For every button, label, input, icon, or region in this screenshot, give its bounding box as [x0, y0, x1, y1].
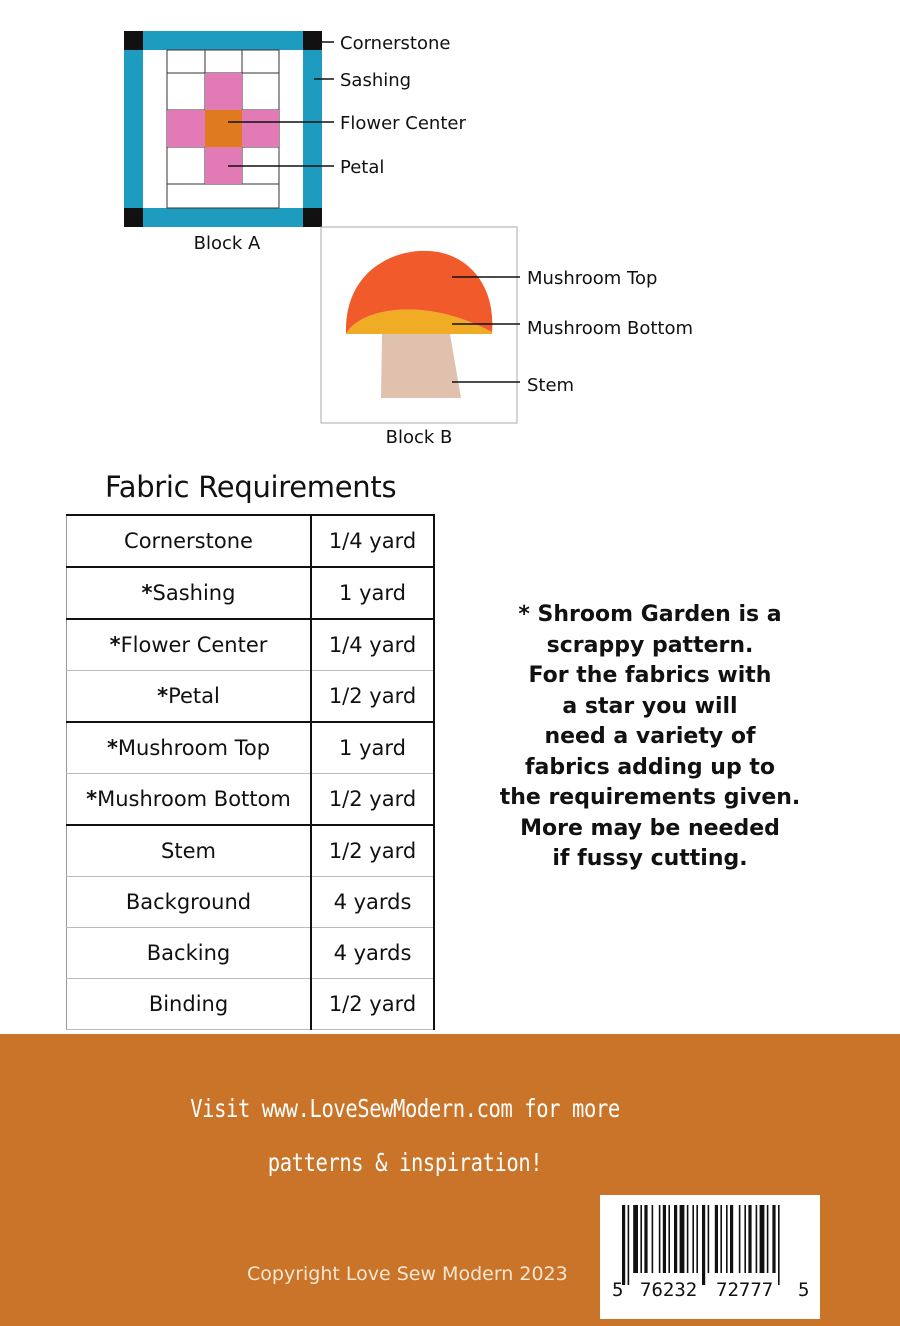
barcode-bar — [633, 1205, 638, 1273]
barcode-bar — [628, 1205, 630, 1285]
note-line: More may be needed — [520, 815, 780, 841]
fabric-amount: 1 yard — [311, 567, 434, 619]
petal-left — [167, 110, 205, 147]
block-a — [124, 31, 466, 254]
table-row — [67, 877, 435, 928]
mushroom-stem — [381, 334, 461, 398]
fabric-amount: 1/2 yard — [311, 979, 434, 1030]
visit-website-text — [188, 1082, 623, 1190]
fabric-name: Stem — [161, 839, 216, 863]
fabric-name: Petal — [168, 684, 220, 708]
fabric-name: Mushroom Bottom — [97, 787, 291, 811]
fabric-name: Mushroom Top — [117, 736, 271, 760]
barcode-bar — [726, 1205, 728, 1273]
star-marker: * — [157, 684, 169, 708]
fabric-requirements-title: Fabric Requirements — [105, 470, 397, 504]
fabric-name-cell — [67, 619, 312, 671]
table-row — [67, 979, 435, 1030]
block-a-caption: Block A — [193, 233, 261, 254]
fabric-name: Cornerstone — [124, 529, 253, 553]
barcode-bar — [744, 1205, 746, 1273]
fabric-amount: 1/4 yard — [311, 515, 434, 567]
star-marker: * — [141, 581, 153, 605]
barcode-bar — [772, 1205, 775, 1273]
table-row — [67, 928, 435, 979]
fabric-name-cell — [67, 979, 312, 1030]
label-cornerstone: Cornerstone — [340, 33, 451, 54]
note-line: For the fabrics with — [528, 663, 772, 688]
block-diagrams — [0, 0, 900, 460]
note-line: scrappy pattern. — [546, 632, 754, 658]
fabric-name: Background — [125, 890, 252, 914]
cornerstone-br — [303, 208, 322, 227]
note-line: * Shroom Garden is a — [518, 602, 782, 627]
label-flower-center: Flower Center — [340, 113, 466, 134]
flower-center — [205, 110, 242, 147]
barcode-bar — [680, 1205, 685, 1273]
table-row — [67, 567, 435, 619]
petal-right — [242, 110, 279, 147]
barcode-bar — [767, 1205, 769, 1273]
fabric-name-cell — [67, 515, 312, 567]
barcode-right-group: 72777 — [716, 1279, 774, 1301]
barcode — [600, 1195, 820, 1319]
barcode-bar — [668, 1205, 670, 1273]
fabric-name: Flower Center — [120, 633, 268, 657]
barcode-bar — [720, 1205, 722, 1273]
fabric-name: Backing — [146, 941, 231, 965]
fabric-amount: 1/2 yard — [311, 825, 434, 877]
note-line: a star you will — [562, 693, 738, 719]
fabric-amount: 4 yards — [311, 877, 434, 928]
barcode-bar — [640, 1205, 642, 1273]
fabric-amount: 1 yard — [311, 722, 434, 774]
fabric-requirements-table — [66, 514, 435, 1030]
star-marker: * — [86, 787, 98, 811]
label-mushroom-bottom: Mushroom Bottom — [527, 318, 694, 339]
fabric-name-cell — [67, 825, 312, 877]
table-row — [67, 515, 435, 567]
barcode-last-digit: 5 — [798, 1279, 810, 1301]
barcode-bar — [748, 1205, 751, 1273]
footer-band — [0, 1034, 900, 1326]
barcode-left-group: 76232 — [640, 1279, 698, 1301]
barcode-bar — [708, 1205, 710, 1273]
fabric-name-cell — [67, 774, 312, 826]
fabric-amount: 1/2 yard — [311, 774, 434, 826]
fabric-amount: 4 yards — [311, 928, 434, 979]
barcode-bar — [644, 1205, 647, 1273]
barcode-bar — [663, 1205, 666, 1273]
star-marker: * — [109, 633, 121, 657]
note-line: the requirements given. — [499, 785, 801, 810]
block-b-caption: Block B — [385, 427, 453, 448]
label-petal: Petal — [340, 157, 385, 178]
fabric-name: Binding — [148, 992, 229, 1016]
label-stem: Stem — [527, 375, 575, 396]
note-line: need a variety of — [544, 724, 756, 749]
barcode-digits — [600, 1279, 820, 1309]
fabric-name-cell — [67, 928, 312, 979]
table-row — [67, 722, 435, 774]
cornerstone-tr — [303, 31, 322, 50]
barcode-bar — [692, 1205, 694, 1273]
barcode-first-digit: 5 — [612, 1279, 624, 1301]
fabric-name-cell — [67, 722, 312, 774]
fabric-name-cell — [67, 567, 312, 619]
barcode-bar — [756, 1205, 758, 1273]
fabric-name-cell — [67, 671, 312, 723]
label-sashing: Sashing — [340, 70, 412, 91]
fabric-name-cell — [67, 877, 312, 928]
fabric-amount: 1/4 yard — [311, 619, 434, 671]
table-row — [67, 619, 435, 671]
note-line: if fussy cutting. — [552, 846, 748, 871]
visit-line-1: Visit www.LoveSewModern.com for more — [190, 1094, 620, 1123]
table-row — [67, 774, 435, 826]
scrappy-note — [490, 600, 810, 875]
barcode-bars — [600, 1195, 820, 1285]
barcode-bar — [696, 1205, 698, 1273]
barcode-bar — [687, 1205, 689, 1273]
cornerstone-bl — [124, 208, 143, 227]
star-marker: * — [106, 736, 118, 760]
table-row — [67, 825, 435, 877]
barcode-bar — [622, 1205, 625, 1285]
block-b — [321, 227, 693, 448]
visit-line-2: patterns & inspiration! — [267, 1148, 543, 1177]
barcode-bar — [674, 1205, 677, 1273]
petal-top — [205, 73, 242, 110]
table-row — [67, 671, 435, 723]
barcode-bar — [652, 1205, 654, 1273]
barcode-bar — [760, 1205, 765, 1273]
label-mushroom-top: Mushroom Top — [527, 268, 658, 289]
cornerstone-tl — [124, 31, 143, 50]
barcode-bar — [730, 1205, 733, 1273]
barcode-bar — [702, 1205, 705, 1285]
barcode-bar — [715, 1205, 718, 1273]
fabric-amount: 1/2 yard — [311, 671, 434, 723]
barcode-bar — [778, 1205, 780, 1285]
copyright-text: Copyright Love Sew Modern 2023 — [247, 1263, 568, 1285]
fabric-name: Sashing — [152, 581, 236, 605]
barcode-bar — [739, 1205, 741, 1273]
barcode-bar — [659, 1205, 661, 1273]
note-line: fabrics adding up to — [524, 754, 775, 780]
